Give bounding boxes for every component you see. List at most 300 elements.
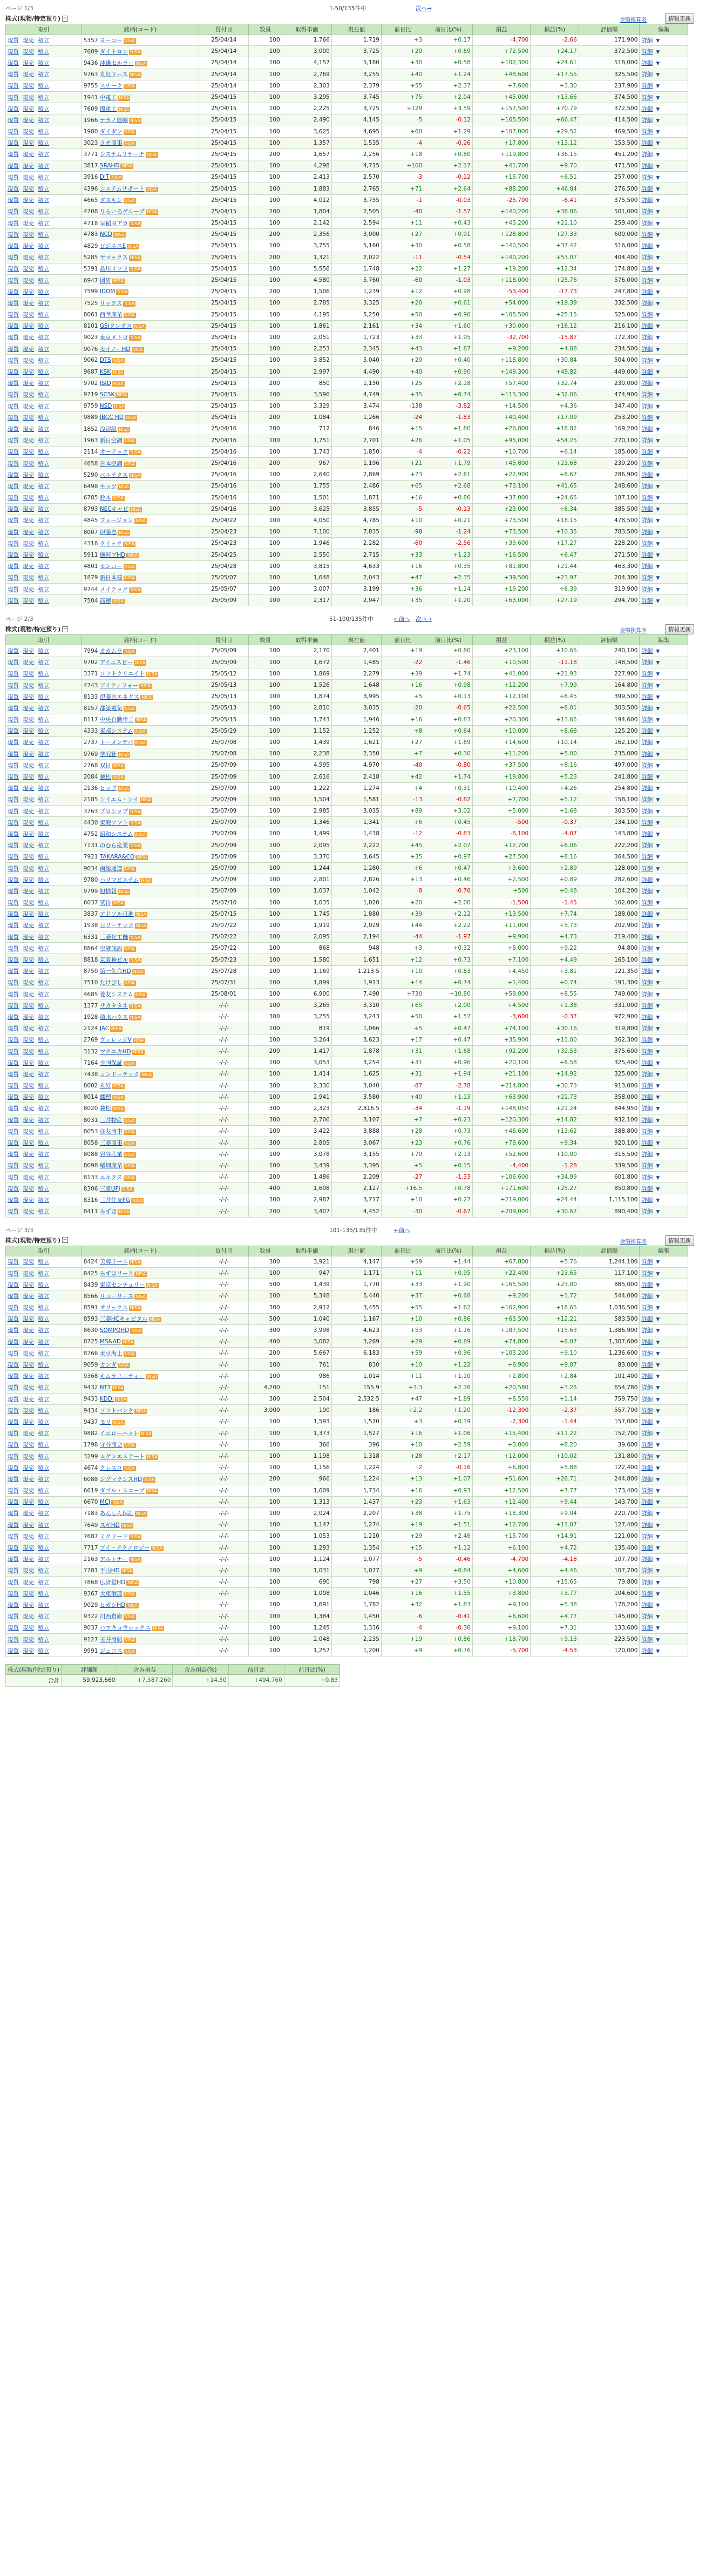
trade-action-link[interactable]: 現買: [8, 449, 19, 456]
trade-action-link[interactable]: 積立: [38, 403, 49, 410]
stock-name-link[interactable]: アルトナー: [99, 1556, 128, 1563]
detail-link[interactable]: 詳細: [641, 552, 653, 559]
trade-action-link[interactable]: 現売: [23, 1174, 34, 1181]
stock-name-link[interactable]: 広済堂HD: [99, 1579, 126, 1586]
stock-name-link[interactable]: 図研: [99, 277, 111, 284]
trade-action-link[interactable]: 現売: [23, 506, 34, 513]
dropdown-arrow-icon[interactable]: ▼: [656, 1141, 660, 1147]
trade-action-link[interactable]: 積立: [38, 37, 49, 44]
dropdown-arrow-icon[interactable]: ▼: [656, 1511, 660, 1517]
trade-action-link[interactable]: 積立: [38, 968, 49, 975]
column-header[interactable]: 損益: [472, 24, 530, 35]
trade-action-link[interactable]: 現買: [8, 357, 19, 364]
column-header[interactable]: 取得単価: [282, 635, 331, 645]
stock-name-link[interactable]: ヤマックス: [99, 254, 128, 261]
dropdown-arrow-icon[interactable]: ▼: [656, 1568, 660, 1574]
trade-action-link[interactable]: 現売: [23, 83, 34, 90]
trade-action-link[interactable]: 積立: [38, 1362, 49, 1369]
trade-action-link[interactable]: 現売: [23, 1373, 34, 1380]
trade-action-link[interactable]: 積立: [38, 597, 49, 604]
detail-link[interactable]: 詳細: [641, 1002, 653, 1009]
trade-action-link[interactable]: 現売: [23, 391, 34, 398]
dropdown-arrow-icon[interactable]: ▼: [656, 683, 660, 689]
trade-action-link[interactable]: 積立: [38, 380, 49, 387]
trade-action-link[interactable]: 現買: [8, 254, 19, 261]
trade-action-link[interactable]: 現売: [23, 129, 34, 136]
stock-name-link[interactable]: GSIクレオス: [99, 323, 132, 330]
stock-name-link[interactable]: JBCC HD: [99, 414, 124, 421]
detail-link[interactable]: 詳細: [641, 391, 653, 398]
dropdown-arrow-icon[interactable]: ▼: [656, 694, 660, 700]
detail-link[interactable]: 詳細: [641, 83, 653, 90]
detail-link[interactable]: 詳細: [641, 288, 653, 295]
stock-name-link[interactable]: ナラノ運輸: [99, 117, 128, 124]
trade-action-link[interactable]: 現買: [8, 71, 19, 78]
trade-action-link[interactable]: 積立: [38, 1025, 49, 1032]
stock-name-link[interactable]: SOMPOHD: [99, 1327, 130, 1334]
trade-action-link[interactable]: 現買: [8, 552, 19, 559]
detail-link[interactable]: 詳細: [641, 1407, 653, 1414]
stock-name-link[interactable]: DIT: [99, 174, 110, 181]
trade-action-link[interactable]: 現買: [8, 506, 19, 513]
dropdown-arrow-icon[interactable]: ▼: [656, 530, 660, 536]
dropdown-arrow-icon[interactable]: ▼: [656, 1282, 660, 1288]
trade-action-link[interactable]: 現買: [8, 1396, 19, 1403]
detail-link[interactable]: 詳細: [641, 1499, 653, 1506]
dropdown-arrow-icon[interactable]: ▼: [656, 1648, 660, 1654]
trade-action-link[interactable]: 現売: [23, 242, 34, 249]
stock-name-link[interactable]: 楽待: [99, 900, 111, 907]
trade-action-link[interactable]: 現売: [23, 1407, 34, 1414]
stock-name-link[interactable]: シイエム・シイ: [99, 796, 139, 803]
column-header[interactable]: 取引: [6, 24, 82, 35]
detail-link[interactable]: 詳細: [641, 785, 653, 792]
dropdown-arrow-icon[interactable]: ▼: [656, 912, 660, 918]
trade-action-link[interactable]: 積立: [38, 922, 49, 929]
stock-name-link[interactable]: 三菱UFJ: [99, 1185, 120, 1192]
detail-link[interactable]: 詳細: [641, 1373, 653, 1380]
stock-name-link[interactable]: 三菱化工機: [99, 934, 128, 941]
detail-link[interactable]: 詳細: [641, 1510, 653, 1517]
trade-action-link[interactable]: 積立: [38, 1105, 49, 1112]
trade-action-link[interactable]: 現売: [23, 1499, 34, 1506]
trade-action-link[interactable]: 積立: [38, 945, 49, 952]
trade-action-link[interactable]: 現買: [8, 1590, 19, 1597]
dropdown-arrow-icon[interactable]: ▼: [656, 1351, 660, 1357]
stock-name-link[interactable]: スチーク: [99, 83, 123, 90]
detail-link[interactable]: 詳細: [641, 437, 653, 444]
trade-action-link[interactable]: 積立: [38, 1579, 49, 1586]
trade-action-link[interactable]: 現買: [8, 671, 19, 678]
dropdown-arrow-icon[interactable]: ▼: [656, 763, 660, 769]
dropdown-arrow-icon[interactable]: ▼: [656, 1465, 660, 1471]
trade-action-link[interactable]: 積立: [38, 1488, 49, 1495]
stock-name-link[interactable]: ヒップ: [99, 785, 117, 792]
detail-link[interactable]: 詳細: [641, 762, 653, 769]
dropdown-arrow-icon[interactable]: ▼: [656, 672, 660, 678]
dropdown-arrow-icon[interactable]: ▼: [656, 438, 660, 444]
stock-name-link[interactable]: 沖縄セルラー: [99, 59, 134, 66]
trade-action-link[interactable]: 現買: [8, 1208, 19, 1215]
trade-action-link[interactable]: 現買: [8, 911, 19, 918]
trade-action-link[interactable]: 積立: [38, 105, 49, 112]
trade-action-link[interactable]: 現売: [23, 174, 34, 181]
dropdown-arrow-icon[interactable]: ▼: [656, 60, 660, 66]
trade-action-link[interactable]: 積立: [38, 277, 49, 284]
trade-action-link[interactable]: 現売: [23, 1350, 34, 1357]
trade-action-link[interactable]: 積立: [38, 323, 49, 330]
dropdown-arrow-icon[interactable]: ▼: [656, 820, 660, 826]
trade-action-link[interactable]: 現売: [23, 1579, 34, 1586]
detail-link[interactable]: 詳細: [641, 471, 653, 478]
column-header[interactable]: 編集: [640, 635, 688, 645]
trade-action-link[interactable]: 現売: [23, 140, 34, 147]
trade-action-link[interactable]: 現買: [8, 945, 19, 952]
stock-name-link[interactable]: 東邦システム: [99, 728, 133, 735]
trade-action-link[interactable]: 現売: [23, 911, 34, 918]
detail-link[interactable]: 詳細: [641, 842, 653, 849]
trade-action-link[interactable]: 現売: [23, 529, 34, 536]
detail-link[interactable]: 詳細: [641, 1464, 653, 1471]
trade-action-link[interactable]: 現買: [8, 1338, 19, 1346]
trade-action-link[interactable]: 現売: [23, 1117, 34, 1124]
trade-action-link[interactable]: 現売: [23, 716, 34, 724]
stock-name-link[interactable]: 菱友システム: [99, 991, 133, 998]
dropdown-arrow-icon[interactable]: ▼: [656, 49, 660, 55]
detail-link[interactable]: 詳細: [641, 1304, 653, 1311]
trade-action-link[interactable]: 現売: [23, 830, 34, 837]
trade-action-link[interactable]: 現売: [23, 1128, 34, 1135]
trade-action-link[interactable]: 現売: [23, 1613, 34, 1620]
trade-action-link[interactable]: 現売: [23, 323, 34, 330]
trade-action-link[interactable]: 積立: [38, 437, 49, 444]
dropdown-arrow-icon[interactable]: ▼: [656, 866, 660, 872]
dropdown-arrow-icon[interactable]: ▼: [656, 164, 660, 170]
detail-link[interactable]: 詳細: [641, 1151, 653, 1158]
trade-action-link[interactable]: 積立: [38, 1545, 49, 1552]
trade-action-link[interactable]: 積立: [38, 300, 49, 307]
trade-action-link[interactable]: 現買: [8, 460, 19, 467]
dropdown-arrow-icon[interactable]: ▼: [656, 141, 660, 147]
stock-name-link[interactable]: MS&AD: [99, 1338, 121, 1346]
dropdown-arrow-icon[interactable]: ▼: [656, 415, 660, 421]
stock-name-link[interactable]: キムラユニティー: [99, 1373, 145, 1380]
trade-action-link[interactable]: 現買: [8, 900, 19, 907]
detail-link[interactable]: 詳細: [641, 266, 653, 273]
trade-action-link[interactable]: 現売: [23, 647, 34, 654]
collapse-icon[interactable]: −: [63, 626, 67, 632]
trade-action-link[interactable]: 現売: [23, 774, 34, 781]
detail-link[interactable]: 詳細: [641, 1094, 653, 1101]
trade-action-link[interactable]: 現買: [8, 495, 19, 502]
trade-action-link[interactable]: 現買: [8, 437, 19, 444]
refresh-button[interactable]: 情報更新: [665, 13, 694, 24]
dropdown-arrow-icon[interactable]: ▼: [656, 381, 660, 387]
trade-action-link[interactable]: 現売: [23, 865, 34, 872]
detail-link[interactable]: 詳細: [641, 506, 653, 513]
trade-action-link[interactable]: 現買: [8, 471, 19, 478]
stock-name-link[interactable]: コンドーテック: [99, 1071, 140, 1078]
dropdown-arrow-icon[interactable]: ▼: [656, 1186, 660, 1192]
detail-link[interactable]: 詳細: [641, 174, 653, 181]
detail-link[interactable]: 詳細: [641, 323, 653, 330]
stock-name-link[interactable]: SCSK: [99, 391, 115, 398]
detail-link[interactable]: 詳細: [641, 854, 653, 861]
dropdown-arrow-icon[interactable]: ▼: [656, 267, 660, 273]
stock-name-link[interactable]: 品川リフラ: [99, 266, 128, 273]
dropdown-arrow-icon[interactable]: ▼: [656, 1072, 660, 1078]
stock-name-link[interactable]: 丸紅リース: [99, 71, 128, 78]
stock-name-link[interactable]: 守谷商会: [99, 1442, 123, 1449]
trade-action-link[interactable]: 積立: [38, 83, 49, 90]
trade-action-link[interactable]: 現売: [23, 659, 34, 666]
trade-action-link[interactable]: 積立: [38, 1350, 49, 1357]
dropdown-arrow-icon[interactable]: ▼: [656, 1294, 660, 1300]
trade-action-link[interactable]: 積立: [38, 1625, 49, 1632]
trade-action-link[interactable]: 積立: [38, 934, 49, 941]
trade-action-link[interactable]: 現売: [23, 117, 34, 124]
stock-name-link[interactable]: オカムラ: [99, 647, 123, 654]
stock-name-link[interactable]: NCD: [99, 231, 113, 238]
dropdown-arrow-icon[interactable]: ▼: [656, 1580, 660, 1586]
next-page-link[interactable]: 次へ→: [416, 5, 432, 12]
trade-action-link[interactable]: 現売: [23, 1013, 34, 1020]
trade-action-link[interactable]: 現売: [23, 945, 34, 952]
dropdown-arrow-icon[interactable]: ▼: [656, 1431, 660, 1437]
trade-action-link[interactable]: 積立: [38, 197, 49, 204]
trade-action-link[interactable]: 現売: [23, 71, 34, 78]
trade-action-link[interactable]: 現売: [23, 1037, 34, 1044]
refresh-button[interactable]: 情報更新: [665, 1235, 694, 1246]
trade-action-link[interactable]: 積立: [38, 140, 49, 147]
trade-action-link[interactable]: 現売: [23, 751, 34, 758]
dropdown-arrow-icon[interactable]: ▼: [656, 1271, 660, 1277]
column-header[interactable]: 銘柄(コード): [82, 24, 199, 35]
trade-action-link[interactable]: 積立: [38, 94, 49, 101]
detail-link[interactable]: 詳細: [641, 900, 653, 907]
trade-action-link[interactable]: 現買: [8, 597, 19, 604]
trade-action-link[interactable]: 積立: [38, 208, 49, 215]
trade-action-link[interactable]: 現売: [23, 1208, 34, 1215]
trade-action-link[interactable]: 積立: [38, 1442, 49, 1449]
trade-action-link[interactable]: 現買: [8, 1281, 19, 1288]
dropdown-arrow-icon[interactable]: ▼: [656, 175, 660, 181]
stock-name-link[interactable]: エネクス: [99, 1174, 123, 1181]
detail-link[interactable]: 詳細: [641, 1647, 653, 1654]
detail-link[interactable]: 詳細: [641, 1174, 653, 1181]
dropdown-arrow-icon[interactable]: ▼: [656, 564, 660, 570]
trade-action-link[interactable]: 現売: [23, 1196, 34, 1204]
trade-action-link[interactable]: 現売: [23, 796, 34, 803]
dropdown-arrow-icon[interactable]: ▼: [656, 187, 660, 193]
column-header[interactable]: 損益(%): [531, 635, 579, 645]
dropdown-arrow-icon[interactable]: ▼: [656, 553, 660, 559]
dropdown-arrow-icon[interactable]: ▼: [656, 1477, 660, 1483]
trade-action-link[interactable]: 現買: [8, 682, 19, 689]
stock-name-link[interactable]: 玉井商船: [99, 1636, 123, 1643]
trade-action-link[interactable]: 現買: [8, 186, 19, 193]
dropdown-arrow-icon[interactable]: ▼: [656, 1603, 660, 1608]
detail-link[interactable]: 詳細: [641, 1048, 653, 1055]
dropdown-arrow-icon[interactable]: ▼: [656, 877, 660, 883]
trade-action-link[interactable]: 現売: [23, 1625, 34, 1632]
stock-name-link[interactable]: 第一生命HD: [99, 968, 131, 975]
detail-link[interactable]: 詳細: [641, 414, 653, 421]
trade-action-link[interactable]: 現売: [23, 425, 34, 432]
dropdown-arrow-icon[interactable]: ▼: [656, 740, 660, 746]
stock-name-link[interactable]: フュージョン: [99, 517, 133, 524]
detail-link[interactable]: 詳細: [641, 1185, 653, 1192]
trade-action-link[interactable]: 現買: [8, 819, 19, 826]
stock-name-link[interactable]: トーメンデバ: [99, 739, 133, 746]
column-header[interactable]: 取引: [6, 1246, 82, 1256]
trade-action-link[interactable]: 現売: [23, 94, 34, 101]
trade-action-link[interactable]: 現買: [8, 888, 19, 895]
trade-action-link[interactable]: 現売: [23, 1338, 34, 1346]
trade-action-link[interactable]: 現買: [8, 1059, 19, 1066]
trade-action-link[interactable]: 積立: [38, 1151, 49, 1158]
stock-name-link[interactable]: 三井住友FG: [99, 1196, 130, 1204]
trade-action-link[interactable]: 現買: [8, 414, 19, 421]
dropdown-arrow-icon[interactable]: ▼: [656, 1209, 660, 1215]
trade-action-link[interactable]: 現買: [8, 48, 19, 55]
dropdown-arrow-icon[interactable]: ▼: [656, 38, 660, 44]
stock-name-link[interactable]: アイエスピー: [99, 659, 133, 666]
stock-name-link[interactable]: りらいあグループ: [99, 208, 145, 215]
stock-name-link[interactable]: 浅沼組: [99, 425, 117, 432]
detail-link[interactable]: 詳細: [641, 517, 653, 524]
trade-action-link[interactable]: 現買: [8, 1430, 19, 1437]
detail-link[interactable]: 詳細: [641, 728, 653, 735]
detail-link[interactable]: 詳細: [641, 1025, 653, 1032]
stock-name-link[interactable]: KSK: [99, 368, 111, 375]
detail-link[interactable]: 詳細: [641, 979, 653, 986]
detail-link[interactable]: 詳細: [641, 1430, 653, 1437]
dropdown-arrow-icon[interactable]: ▼: [656, 1419, 660, 1425]
trade-action-link[interactable]: 現売: [23, 876, 34, 883]
detail-link[interactable]: 詳細: [641, 300, 653, 307]
stock-name-link[interactable]: 新日本建: [99, 574, 123, 582]
detail-link[interactable]: 詳細: [641, 1338, 653, 1346]
dropdown-arrow-icon[interactable]: ▼: [656, 1118, 660, 1124]
dropdown-arrow-icon[interactable]: ▼: [656, 1095, 660, 1101]
trade-action-link[interactable]: 積立: [38, 1002, 49, 1009]
trade-action-link[interactable]: 現売: [23, 1488, 34, 1495]
trade-action-link[interactable]: 現売: [23, 1293, 34, 1300]
dropdown-arrow-icon[interactable]: ▼: [656, 1557, 660, 1563]
trade-action-link[interactable]: 現買: [8, 842, 19, 849]
stock-name-link[interactable]: ダイダン: [99, 129, 123, 136]
stock-name-link[interactable]: 空港施設: [99, 945, 123, 952]
dropdown-arrow-icon[interactable]: ▼: [656, 1397, 660, 1403]
stock-name-link[interactable]: 南総通運: [99, 865, 123, 872]
detail-link[interactable]: 詳細: [641, 105, 653, 112]
trade-action-link[interactable]: 積立: [38, 1499, 49, 1506]
dropdown-arrow-icon[interactable]: ▼: [656, 1038, 660, 1044]
trade-action-link[interactable]: 現売: [23, 586, 34, 593]
stock-name-link[interactable]: 日本空調: [99, 460, 123, 467]
trade-action-link[interactable]: 積立: [38, 1647, 49, 1654]
dropdown-arrow-icon[interactable]: ▼: [656, 1614, 660, 1620]
trade-action-link[interactable]: 現買: [8, 774, 19, 781]
stock-name-link[interactable]: NTT: [99, 1384, 111, 1391]
detail-link[interactable]: 詳細: [641, 1601, 653, 1608]
stock-name-link[interactable]: サカタタネ: [99, 1002, 128, 1009]
trade-action-link[interactable]: 現売: [23, 1304, 34, 1311]
stock-name-link[interactable]: のむら産業: [99, 842, 128, 849]
trade-action-link[interactable]: 現売: [23, 819, 34, 826]
trade-action-link[interactable]: 現売: [23, 437, 34, 444]
detail-link[interactable]: 詳細: [641, 945, 653, 952]
dropdown-arrow-icon[interactable]: ▼: [656, 209, 660, 215]
trade-action-link[interactable]: 積立: [38, 334, 49, 341]
dropdown-arrow-icon[interactable]: ▼: [656, 1198, 660, 1204]
trade-action-link[interactable]: 現買: [8, 979, 19, 986]
column-header[interactable]: 前日比(%): [424, 635, 473, 645]
detail-link[interactable]: 詳細: [641, 37, 653, 44]
trade-action-link[interactable]: 積立: [38, 830, 49, 837]
stock-name-link[interactable]: セイノーHD: [99, 346, 131, 353]
trade-action-link[interactable]: 積立: [38, 563, 49, 570]
detail-link[interactable]: 詳細: [641, 1196, 653, 1204]
detail-link[interactable]: 詳細: [641, 911, 653, 918]
dropdown-arrow-icon[interactable]: ▼: [656, 472, 660, 478]
trade-action-link[interactable]: 現買: [8, 220, 19, 227]
trade-action-link[interactable]: 現買: [8, 1151, 19, 1158]
trade-action-link[interactable]: 現買: [8, 1625, 19, 1632]
dropdown-arrow-icon[interactable]: ▼: [656, 313, 660, 319]
stock-name-link[interactable]: 鈴木: [99, 495, 111, 502]
detail-link[interactable]: 詳細: [641, 1545, 653, 1552]
column-header[interactable]: 前日比: [381, 24, 424, 35]
trade-action-link[interactable]: 現買: [8, 1316, 19, 1323]
dropdown-arrow-icon[interactable]: ▼: [656, 729, 660, 735]
column-header[interactable]: 銘柄(コード): [82, 1246, 199, 1256]
trade-action-link[interactable]: 積立: [38, 716, 49, 724]
trade-action-link[interactable]: 積立: [38, 1327, 49, 1334]
trade-action-link[interactable]: 現売: [23, 1025, 34, 1032]
trade-action-link[interactable]: 現売: [23, 403, 34, 410]
stock-name-link[interactable]: ブイ・テクノロジー: [99, 1545, 150, 1552]
trade-action-link[interactable]: 現買: [8, 1037, 19, 1044]
trade-action-link[interactable]: 積立: [38, 369, 49, 376]
detail-link[interactable]: 詳細: [641, 865, 653, 872]
trade-action-link[interactable]: 現売: [23, 1327, 34, 1334]
trade-action-link[interactable]: 現買: [8, 1647, 19, 1654]
stock-name-link[interactable]: カンダ: [99, 1362, 117, 1369]
stock-name-link[interactable]: ダイトロン: [99, 48, 128, 55]
stock-name-link[interactable]: ビジネスE: [99, 242, 126, 249]
detail-link[interactable]: 詳細: [641, 1162, 653, 1169]
trade-action-link[interactable]: 現買: [8, 1362, 19, 1369]
dropdown-arrow-icon[interactable]: ▼: [656, 84, 660, 90]
dropdown-arrow-icon[interactable]: ▼: [656, 923, 660, 929]
detail-link[interactable]: 詳細: [641, 163, 653, 170]
trade-action-link[interactable]: 積立: [38, 117, 49, 124]
trade-action-link[interactable]: 現買: [8, 129, 19, 136]
dropdown-arrow-icon[interactable]: ▼: [656, 404, 660, 410]
dropdown-arrow-icon[interactable]: ▼: [656, 393, 660, 398]
trade-action-link[interactable]: 現買: [8, 647, 19, 654]
trade-action-link[interactable]: 現買: [8, 1442, 19, 1449]
trade-action-link[interactable]: 現買: [8, 1327, 19, 1334]
trade-action-link[interactable]: 現買: [8, 197, 19, 204]
trade-action-link[interactable]: 現売: [23, 1522, 34, 1529]
trade-action-link[interactable]: 積立: [38, 1083, 49, 1090]
trade-action-link[interactable]: 積立: [38, 254, 49, 261]
trade-action-link[interactable]: 現売: [23, 991, 34, 998]
column-header[interactable]: 現在値: [331, 635, 381, 645]
